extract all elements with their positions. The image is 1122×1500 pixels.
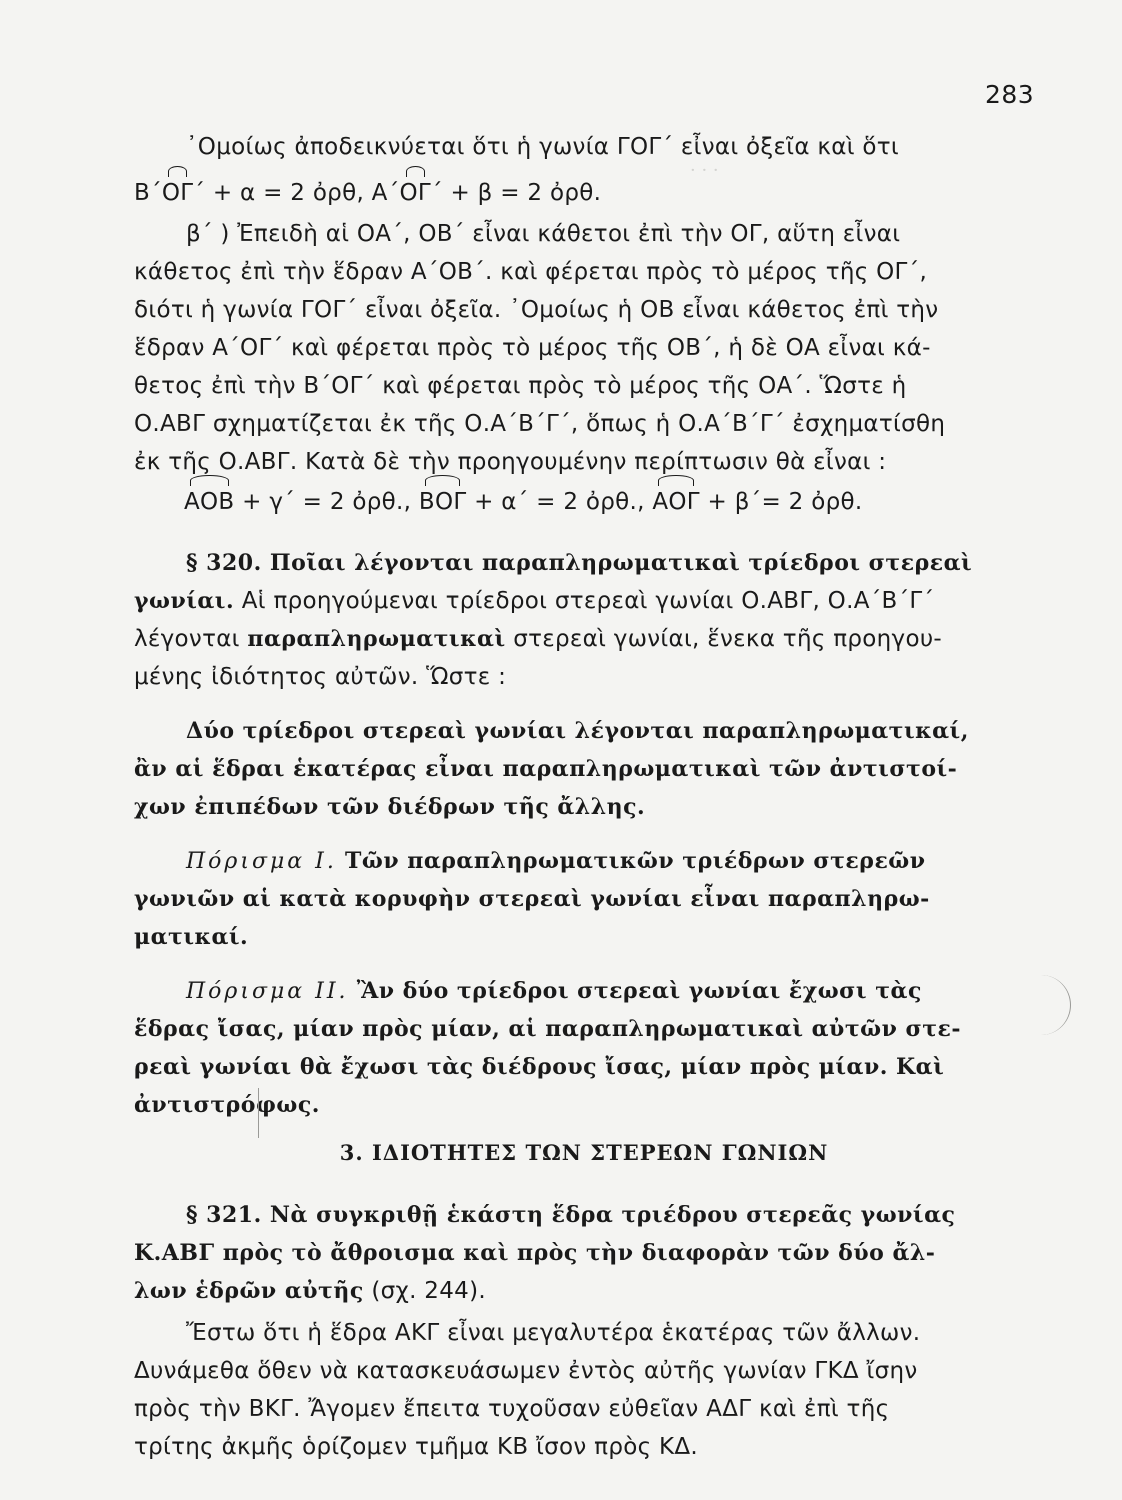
- formula-part: + β΄= 2 ὀρθ.: [699, 489, 863, 515]
- corollary-text: ἕδρας ἴσας, μίαν πρὸς μίαν, αἱ παραπληρωματικαὶ αὐτῶν στε-: [134, 1016, 962, 1042]
- formula-part: ΄ + β = 2 ὀρθ.: [431, 180, 602, 206]
- text-line: Δυνάμεθα ὅθεν νὰ κατασκευάσωμεν ἐντὸς αὐτῆς γωνίαν ΓΚΔ ἴσην: [134, 1358, 918, 1384]
- text-line: θετος ἐπὶ τὴν Β΄ΟΓ΄ καὶ φέρεται πρὸς τὸ μέρος τῆς ΟΑ΄. Ὥστε ἡ: [134, 373, 907, 399]
- text-line: [134, 624, 1034, 654]
- section-320-title-end: γωνίαι.: [134, 588, 235, 614]
- angle-notation: ΟΓ: [399, 180, 432, 206]
- text-line: ἕδραν Α΄ΟΓ΄ καὶ φέρεται πρὸς τὸ μέρος τῆς ΟΒ΄, ἡ δὲ ΟΑ εἶναι κά-: [134, 335, 931, 361]
- corollary-2: [186, 976, 1086, 1007]
- text-line: [134, 586, 1034, 616]
- bleed-through-text: · · ·: [690, 160, 719, 181]
- text-line: ἐκ τῆς Ο.ΑΒΓ. Κατὰ δὲ τὴν προηγουμένην περίπτωσιν θὰ εἶναι :: [134, 449, 887, 475]
- formula-part: Β΄: [134, 180, 162, 206]
- definition-line: Δύο τρίεδροι στερεαὶ γωνίαι λέγονται παραπληρωματικαί,: [186, 718, 969, 744]
- formula-part: + α΄ = 2 ὀρθ.,: [466, 489, 653, 515]
- corollary-text: ρεαὶ γωνίαι θὰ ἔχωσι τὰς διέδρους ἴσας, μίαν πρὸς μίαν. Καὶ: [134, 1054, 945, 1080]
- corollary-text: Ἂν δύο τρίεδροι στερεαὶ γωνίαι ἔχωσι τὰς: [348, 978, 922, 1004]
- section-321-title: [134, 1276, 1034, 1306]
- figure-ref: (σχ. 244).: [363, 1278, 486, 1304]
- term-bold: παραπληρωματικαὶ: [247, 626, 506, 652]
- text-line: διότι ἡ γωνία ΓΟΓ΄ εἶναι ὀξεῖα. ᾿Ομοίως ἡ ΟΒ εἶναι κάθετος ἐπὶ τὴν: [134, 297, 939, 323]
- text-span: στερεαὶ γωνίαι, ἕνεκα τῆς προηγου-: [505, 626, 943, 652]
- section-heading: 3. ΙΔΙΟΤΗΤΕΣ ΤΩΝ ΣΤΕΡΕΩΝ ΓΩΝΙΩΝ: [339, 1140, 829, 1165]
- text-line: Ἔστω ὅτι ἡ ἕδρα ΑΚΓ εἶναι μεγαλυτέρα ἑκατέρας τῶν ἄλλων.: [186, 1320, 921, 1346]
- angle-notation: ΑΟΒ: [184, 489, 235, 515]
- corollary-text: γωνιῶν αἱ κατὰ κορυφὴν στερεαὶ γωνίαι εἶναι παραπληρω-: [134, 886, 930, 912]
- corollary-1: [186, 846, 1086, 877]
- text-line: τρίτης ἀκμῆς ὁρίζομεν τμῆμα ΚΒ ἴσον πρὸς ΚΔ.: [134, 1434, 699, 1460]
- text-line: Ο.ΑΒΓ σχηματίζεται ἐκ τῆς Ο.Α΄Β΄Γ΄, ὅπως ἡ Ο.Α΄Β΄Γ΄ ἐσχηματίσθη: [134, 411, 946, 437]
- angle-notation: ΟΓ: [161, 180, 194, 206]
- angle-notation: ΑΟΓ: [652, 489, 700, 515]
- page-number: 283: [985, 80, 1035, 109]
- text-line: κάθετος ἐπὶ τὴν ἕδραν Α΄ΟΒ΄. καὶ φέρεται πρὸς τὸ μέρος τῆς ΟΓ΄,: [134, 259, 928, 285]
- corollary-text: Τῶν παραπληρωματικῶν τριέδρων στερεῶν: [336, 848, 926, 874]
- formula-part: + γ΄ = 2 ὀρθ.,: [234, 489, 419, 515]
- formula-part: ΄ + α = 2 ὀρθ, Α΄: [193, 180, 400, 206]
- angle-notation: ΒΟΓ: [418, 489, 467, 515]
- definition-line: χων ἐπιπέδων τῶν διέδρων τῆς ἄλλης.: [134, 794, 646, 820]
- text-span: λέγονται: [134, 626, 248, 652]
- section-320-title: § 320. Ποῖαι λέγονται παραπληρωματικαὶ τρίεδροι στερεαὶ: [186, 550, 973, 576]
- title-span: λων ἑδρῶν αὐτῆς: [134, 1278, 364, 1304]
- text-line: μένης ἰδιότητος αὐτῶν. Ὥστε :: [134, 664, 507, 690]
- corollary-label: Πόρισμα Ι.: [186, 849, 337, 874]
- formula-line: [134, 178, 1034, 208]
- corollary-text: ἀντιστρόφως.: [134, 1092, 320, 1118]
- section-321-title: § 321. Νὰ συγκριθῇ ἑκάστη ἕδρα τριέδρου στερεᾶς γωνίας: [186, 1202, 956, 1228]
- formula-line: [184, 487, 1084, 517]
- corollary-label: Πόρισμα ΙΙ.: [186, 979, 349, 1004]
- section-321-title: Κ.ΑΒΓ πρὸς τὸ ἄθροισμα καὶ πρὸς τὴν διαφορὰν τῶν δύο ἄλ-: [134, 1240, 936, 1266]
- definition-line: ἂν αἱ ἕδραι ἑκατέρας εἶναι παραπληρωματικαὶ τῶν ἀντιστοί-: [134, 756, 958, 782]
- text-span: Αἱ προηγούμεναι τρίεδροι στερεαὶ γωνίαι Ο.ΑΒΓ, Ο.Α΄Β΄Γ΄: [234, 588, 935, 614]
- corollary-text: ματικαί.: [134, 924, 249, 950]
- text-line: πρὸς τὴν ΒΚΓ. Ἄγομεν ἔπειτα τυχοῦσαν εὐθεῖαν ΑΔΓ καὶ ἐπὶ τῆς: [134, 1396, 890, 1422]
- margin-mark: [258, 1088, 273, 1138]
- text-line: ᾿Ομοίως ἀποδεικνύεται ὅτι ἡ γωνία ΓΟΓ΄ εἶναι ὀξεῖα καὶ ὅτι: [186, 134, 900, 160]
- text-line: β΄ ) Ἐπειδὴ αἱ ΟΑ΄, ΟΒ΄ εἶναι κάθετοι ἐπὶ τὴν ΟΓ, αὕτη εἶναι: [186, 221, 901, 247]
